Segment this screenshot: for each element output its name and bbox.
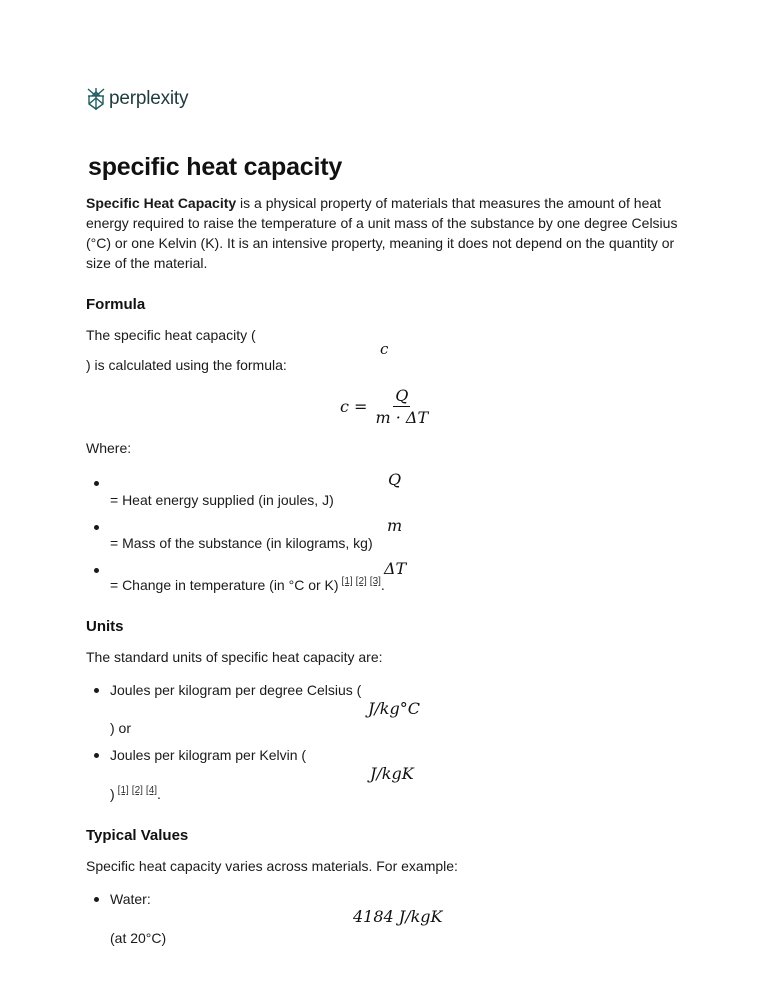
math-symbol-m: m — [387, 516, 403, 535]
intro-line-3: (°C) or one Kelvin (K). It is an intensive property, meaning it does not depend on the quantity or — [86, 235, 675, 251]
citation-link-1[interactable]: [1] — [341, 576, 353, 588]
bullet-icon — [94, 753, 99, 758]
unit-2-after-line: ) [1] [2] [4]. — [110, 785, 161, 802]
citation-link-2[interactable]: [2] — [131, 785, 143, 797]
math-unit-j-per-kg-c: J/kg°C — [368, 699, 420, 718]
units-intro: The standard units of specific heat capacity are: — [86, 649, 383, 665]
formula-intro-before: The specific heat capacity ( — [86, 327, 256, 343]
intro-line-2: energy required to raise the temperature of a unit mass of the substance by one degree Celsius — [86, 215, 678, 231]
equation-lhs: c = — [340, 397, 368, 416]
math-symbol-c: c — [380, 340, 389, 358]
unit-1-text: Joules per kilogram per degree Celsius ( — [110, 682, 362, 698]
typical-values-intro: Specific heat capacity varies across materials. For example: — [86, 858, 458, 874]
where-label: Where: — [86, 440, 132, 456]
citation-link-4[interactable]: [4] — [145, 785, 158, 797]
citation-link-2[interactable]: [2] — [355, 576, 367, 588]
equation-fraction — [373, 386, 430, 427]
math-symbol-q: Q — [388, 470, 402, 489]
variable-m-description: = Mass of the substance (in kilograms, kg) — [110, 535, 373, 551]
bullet-icon — [94, 481, 99, 486]
unit-1-after: ) or — [110, 720, 131, 736]
section-heading-typical-values: Typical Values — [86, 827, 189, 844]
unit-2-text: Joules per kilogram per Kelvin ( — [110, 747, 307, 763]
math-symbol-delta-t: ΔT — [384, 559, 407, 578]
bullet-icon — [94, 568, 99, 573]
brand-name: perplexity — [109, 88, 189, 109]
intro-line-4: size of the material. — [86, 255, 208, 271]
page-title: specific heat capacity — [88, 153, 343, 181]
intro-bold-term: Specific Heat Capacity — [86, 195, 237, 211]
bullet-icon — [94, 688, 99, 693]
water-note: (at 20°C) — [110, 930, 167, 946]
variable-delta-t-line: = Change in temperature (in °C or K) [1] [2] [3]. — [110, 576, 385, 593]
specific-heat-equation — [340, 386, 430, 427]
variable-delta-t-description: = Change in temperature (in °C or K) — [110, 577, 339, 593]
equation-denominator: m · ΔT — [375, 408, 429, 427]
section-heading-formula: Formula — [86, 296, 146, 313]
variable-q-description: = Heat energy supplied (in joules, J) — [110, 492, 334, 508]
bullet-icon — [94, 897, 99, 902]
section-heading-units: Units — [86, 618, 124, 635]
citation-link-1[interactable]: [1] — [117, 785, 129, 797]
brand-logo[interactable] — [86, 87, 188, 111]
perplexity-logo-icon — [86, 87, 106, 111]
bullet-icon — [94, 525, 99, 530]
math-unit-j-per-kgk: J/kgK — [370, 764, 414, 783]
water-label: Water: — [110, 891, 151, 907]
equation-numerator: Q — [395, 386, 409, 405]
math-water-value: 4184 J/kgK — [353, 907, 443, 926]
citation-link-3[interactable]: [3] — [369, 576, 381, 588]
formula-intro-after: ) is calculated using the formula: — [86, 357, 287, 373]
intro-line-1: Specific Heat Capacity is a physical property of materials that measures the amount of heat — [86, 195, 662, 211]
